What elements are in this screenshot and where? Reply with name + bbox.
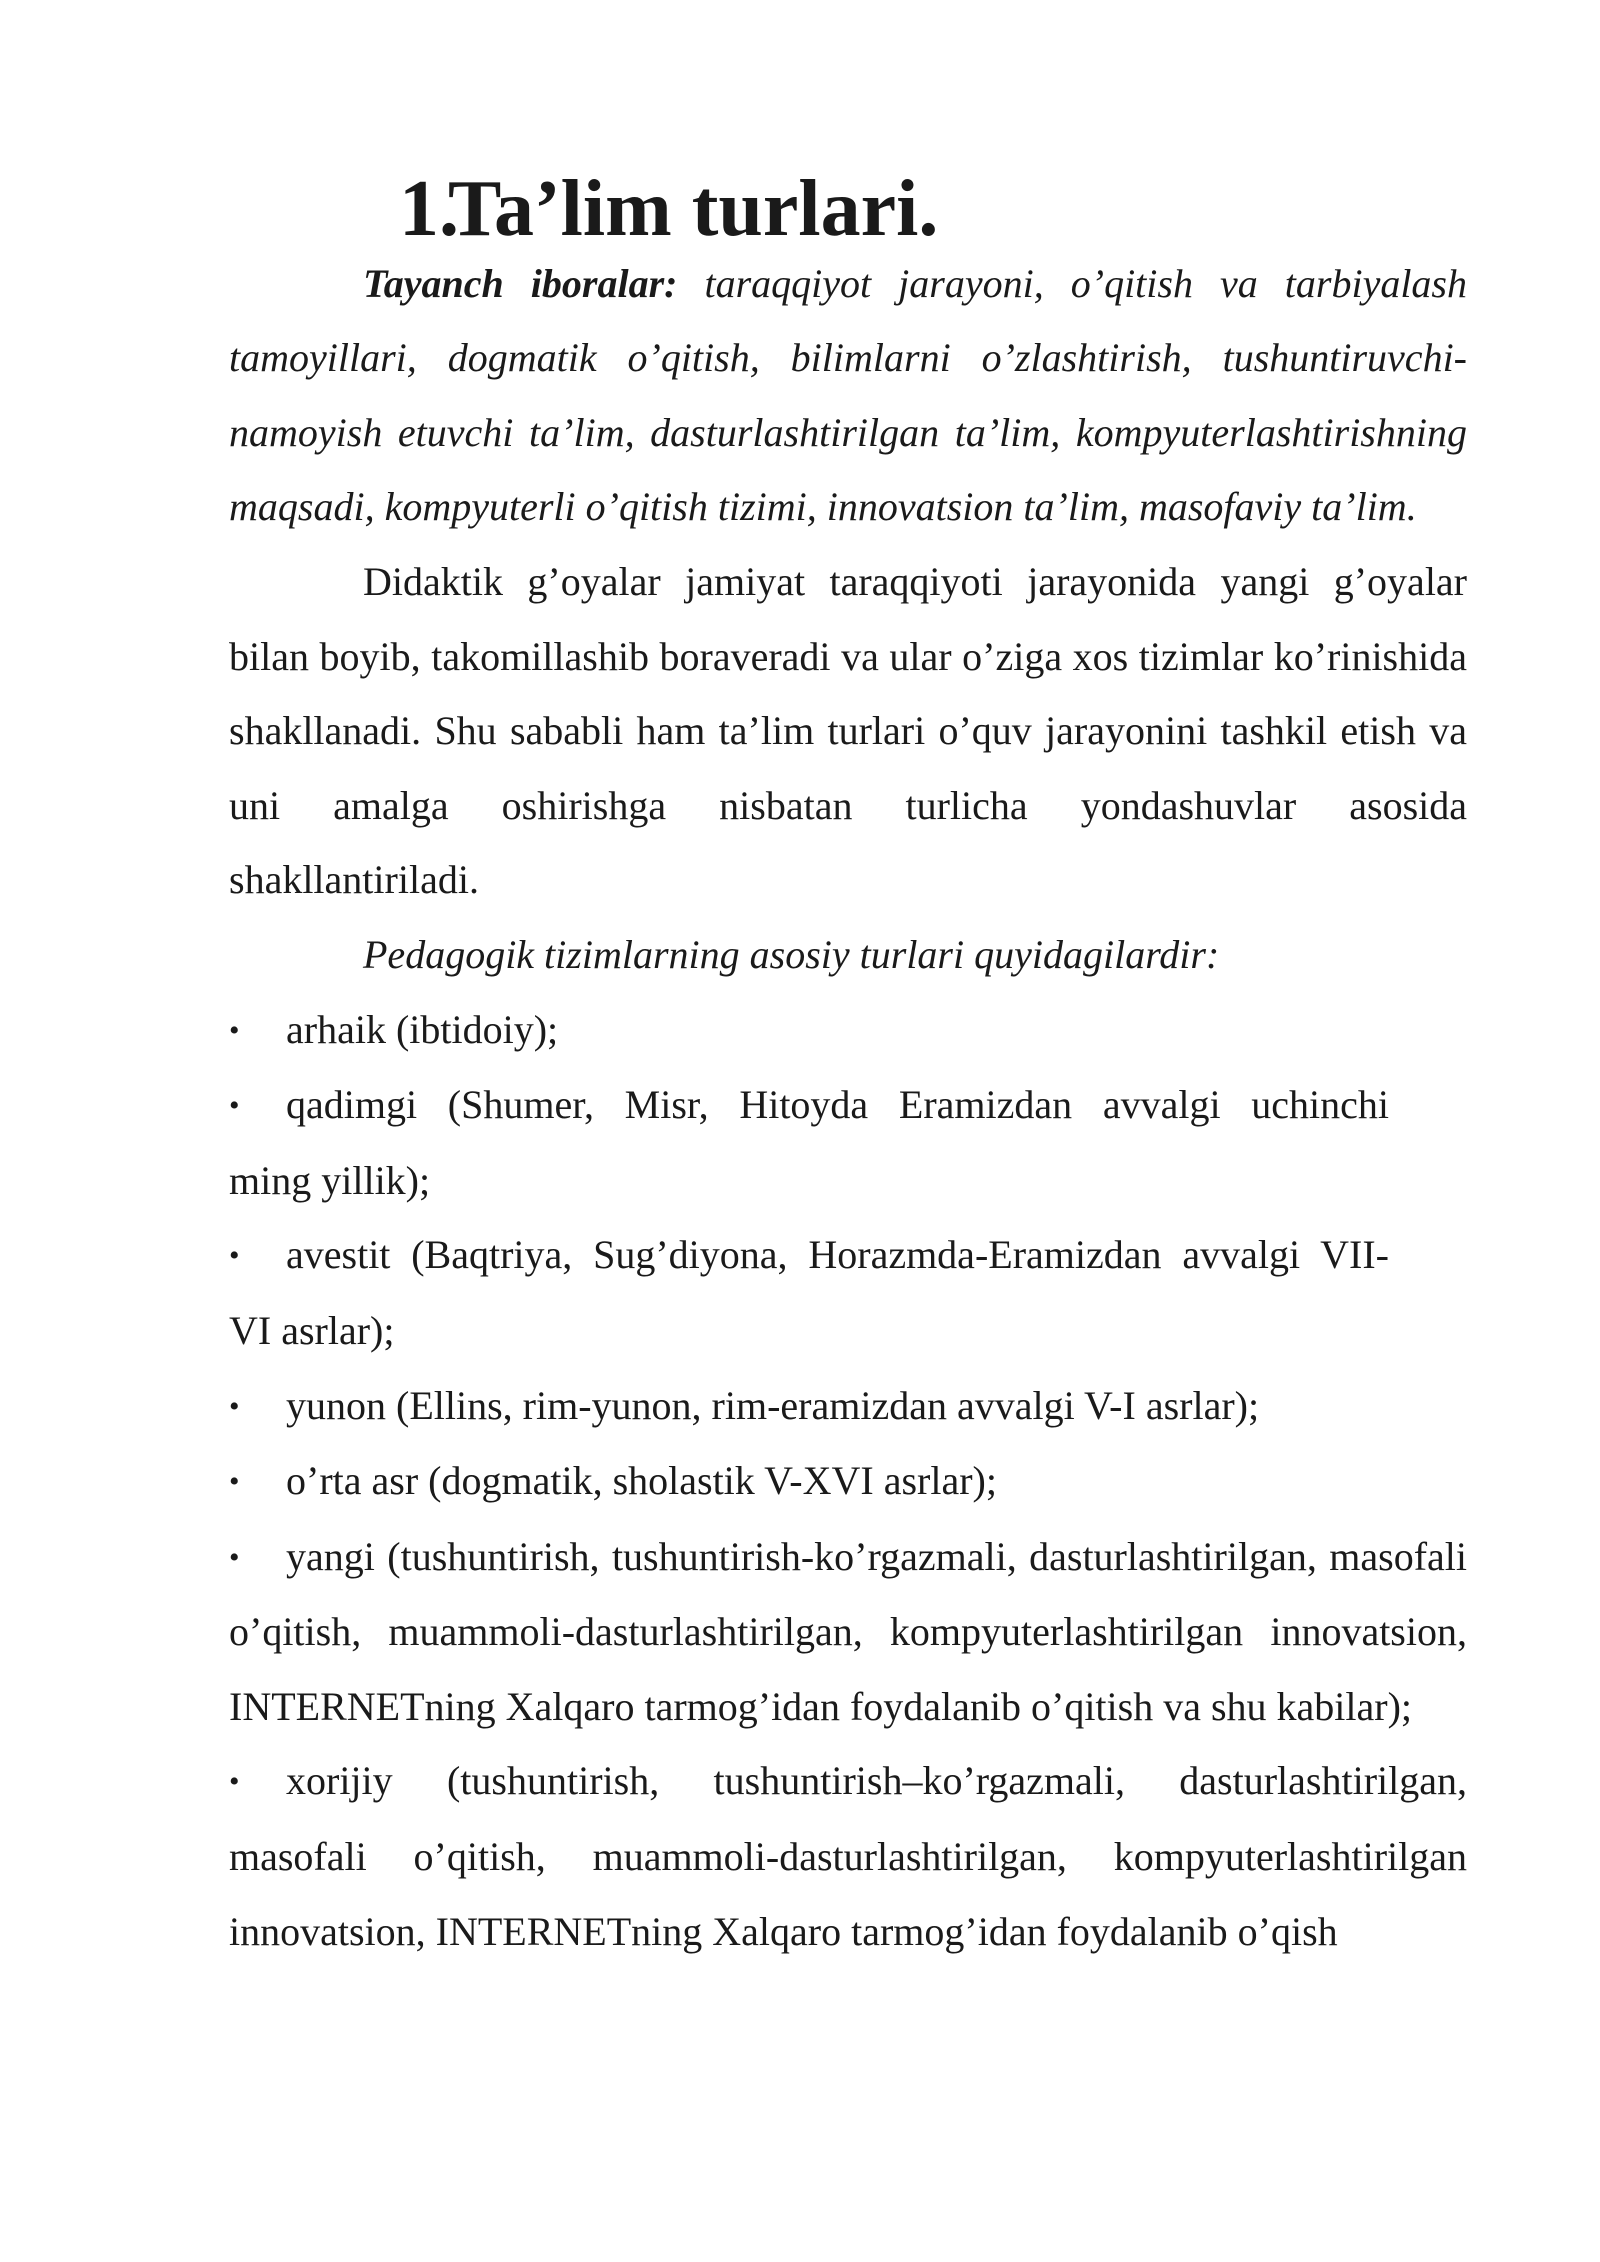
list-item-line xyxy=(229,1218,1389,1294)
bullet-icon: • xyxy=(229,1540,240,1574)
list-item-text: avestit (Baqtriya, Sug’diyona, Horazmda-Eramizdan avvalgi VII- xyxy=(286,1232,1389,1278)
list-item xyxy=(229,1444,1467,1520)
keywords-text: taraqqiyot jarayoni, o’qitish va tarbiyalash tamoyillari, dogmatik o’qitish, bilimlarni o’zlashtirish, tushuntiruvchi-namoyish etuvchi ta’lim, dasturlashtirilgan ta’lim, kompyuterlashtirishning maqsadi, kompyuterli o’qitish tizimi, innovatsion ta’lim, masofaviy ta’lim. xyxy=(229,260,1467,530)
list-item xyxy=(229,1369,1467,1445)
list-intro: Pedagogik tizimlarning asosiy turlari quyidagilardir: xyxy=(363,931,1220,977)
list-item xyxy=(229,1744,1467,1969)
list-item xyxy=(229,993,1467,1069)
list-item xyxy=(229,1218,1467,1368)
list-item-text: qadimgi (Shumer, Misr, Hitoyda Eramizdan avvalgi uchinchi xyxy=(286,1082,1389,1128)
keywords-paragraph xyxy=(229,247,1467,545)
list-item xyxy=(229,1068,1467,1218)
list-item-text: xorijiy (tushuntirish, tushuntirish–ko’rgazmali, dasturlashtirilgan, masofali o’qitish, muammoli-dasturlashtirilgan, kompyuterlashtirilgan innovatsion, INTERNETning Xalqaro tarmog’idan foydalanib o’qish xyxy=(229,1758,1467,1954)
section-title: Ta’lim turlari. xyxy=(448,165,939,253)
pedagogical-systems-list xyxy=(229,993,1467,1970)
bullet-icon: • xyxy=(229,1013,240,1047)
bullet-icon: • xyxy=(229,1089,240,1123)
list-item-line xyxy=(229,1068,1389,1144)
list-item-text: yunon (Ellins, rim-yunon, rim-eramizdan avvalgi V-I asrlar); xyxy=(286,1382,1260,1428)
bullet-icon: • xyxy=(229,1765,240,1799)
section-heading xyxy=(229,165,1467,253)
bullet-icon: • xyxy=(229,1465,240,1499)
keywords-label: Tayanch iboralar: xyxy=(363,260,678,306)
bullet-icon: • xyxy=(229,1389,240,1423)
list-item-continuation: ming yillik); xyxy=(229,1157,431,1203)
document-body xyxy=(229,165,1467,1969)
bullet-icon: • xyxy=(229,1239,240,1273)
list-item-text: yangi (tushuntirish, tushuntirish-ko’rgazmali, dasturlashtirilgan, masofali o’qitish, muammoli-dasturlashtirilgan, kompyuterlashtirilgan innovatsion, INTERNETning Xalqaro tarmog’idan foydalanib o’qitish va shu kabilar); xyxy=(229,1533,1467,1729)
list-item-continuation: VI asrlar); xyxy=(229,1307,395,1353)
list-item-text: o’rta asr (dogmatik, sholastik V-XVI asrlar); xyxy=(286,1458,997,1504)
list-item-text: arhaik (ibtidoiy); xyxy=(286,1006,559,1052)
section-number: 1. xyxy=(399,165,459,253)
intro-paragraph: Didaktik g’oyalar jamiyat taraqqiyoti jarayonida yangi g’oyalar bilan boyib, takomillashib boraveradi va ular o’ziga xos tizimlar ko’rinishida shakllanadi. Shu sababli ham ta’lim turlari o’quv jarayonini tashkil etish va uni amalga oshirishga nisbatan turlicha yondashuvlar asosida shakllantiriladi. xyxy=(229,558,1467,903)
list-item xyxy=(229,1520,1467,1745)
